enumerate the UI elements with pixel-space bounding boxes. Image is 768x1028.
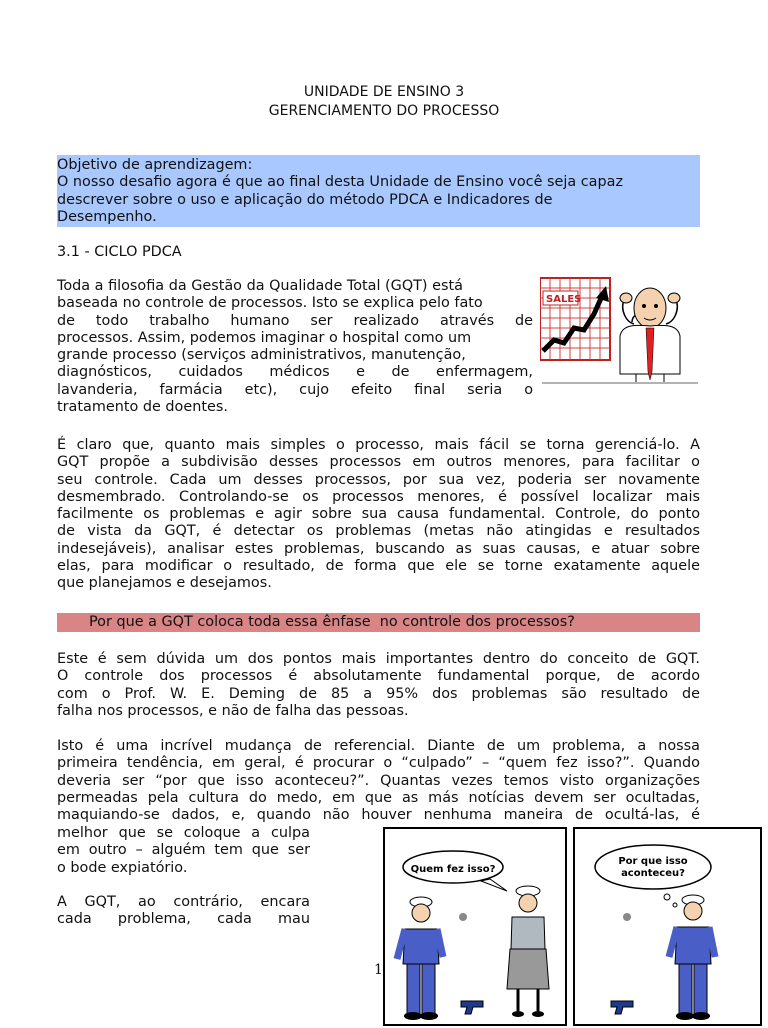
paragraph-line: elas, para modificar o resultado, de forma que ele se torne exatamente aquele <box>57 558 700 575</box>
paragraph-line: tratamento de doentes. <box>57 399 228 416</box>
comic-right-bubble-line2: aconteceu? <box>621 868 685 879</box>
paragraph-line: primeira tendência, em geral, é procurar o “culpado” – “quem fez isso?”. Quando <box>57 755 700 772</box>
paragraph-line: seu controle. Cada um desses processos, por sua vez, poderia ser novamente <box>57 471 700 488</box>
paragraph-line: O controle dos processos é absolutamente fundamental porque, de acordo <box>57 668 700 685</box>
objective-text <box>57 155 697 226</box>
paragraph-line: maquiando-se dados, e, quando não houver nenhuma maneira de ocultá-las, é <box>57 807 700 824</box>
sales-clipart <box>540 276 700 400</box>
paragraph-line: lavanderia, farmácia etc), cujo efeito final seria o <box>57 381 533 398</box>
comic-panel-left <box>383 827 567 1026</box>
paragraph-5 <box>57 894 310 929</box>
paragraph-line: de vista da GQT, é detectar os problemas (metas não atingidas e resultados <box>57 523 700 540</box>
paragraph-line: de todo trabalho humano ser realizado através de <box>57 312 533 329</box>
paragraph-3 <box>57 651 700 720</box>
objective-line: Objetivo de aprendizagem: <box>57 157 253 173</box>
officer-figure <box>507 886 549 1017</box>
section-heading: 3.1 - CICLO PDCA <box>57 244 182 260</box>
paragraph-line: permeadas pela cultura do medo, em que as más notícias devem ser ocultadas, <box>57 789 700 806</box>
paragraph-line: desmembrado. Controlando-se os processos menores, é possível localizar mais <box>57 488 700 505</box>
comic-right-bubble-line1: Por que isso <box>618 856 688 867</box>
paragraph-line: o bode expiatório. <box>57 859 188 876</box>
objective-line: descrever sobre o uso e aplicação do método PDCA e Indicadores de <box>57 191 553 208</box>
paragraph-line: É claro que, quanto mais simples o processo, mais fácil se torna gerenciá-lo. A <box>57 437 700 453</box>
paragraph-line: A GQT, ao contrário, encara <box>57 894 310 910</box>
paragraph-4-continued <box>57 825 310 877</box>
paragraph-1 <box>57 278 533 416</box>
paragraph-line: melhor que se coloque a culpa <box>57 825 310 841</box>
paragraph-line: falha nos processos, e não de falha das pessoas. <box>57 702 409 719</box>
paragraph-4 <box>57 738 700 824</box>
page-number: 1 <box>374 962 383 978</box>
objective-line: O nosso desafio agora é que ao final desta Unidade de Ensino você seja capaz <box>57 174 623 191</box>
paragraph-line: facilmente os problemas e agir sobre sua causa fundamental. Controle, do ponto <box>57 506 700 523</box>
paragraph-line: deveria ser “por que isso aconteceu?”. Quantas vezes temos visto organizações <box>57 772 700 789</box>
objective-line: Desempenho. <box>57 208 157 225</box>
sailor-figure <box>669 895 715 1020</box>
comic-left-bubble: Quem fez isso? <box>410 864 496 875</box>
paragraph-line: em outro – alguém tem que ser <box>57 842 310 859</box>
unit-title: UNIDADE DE ENSINO 3 <box>303 84 465 100</box>
comic-panel-right <box>573 827 762 1026</box>
paragraph-line: cada problema, cada mau <box>57 911 310 928</box>
paragraph-line: diagnósticos, cuidados médicos e de enfermagem, <box>57 364 533 381</box>
paragraph-2 <box>57 437 700 593</box>
question-highlight <box>57 613 700 632</box>
paragraph-line: baseada no controle de processos. Isto se explica pelo fato <box>57 295 483 312</box>
paragraph-line: que planejamos e desejamos. <box>57 575 272 592</box>
paragraph-line: processos. Assim, podemos imaginar o hospital como um <box>57 329 472 346</box>
paragraph-line: Toda a filosofia da Gestão da Qualidade Total (GQT) está <box>57 278 463 294</box>
paragraph-line: GQT propõe a subdivisão desses processos em outros menores, para facilitar o <box>57 454 700 471</box>
unit-subtitle: GERENCIAMENTO DO PROCESSO <box>268 103 500 119</box>
paragraph-line: indesejáveis), analisar estes problemas, buscando as suas causas, e atuar sobre <box>57 540 700 557</box>
paragraph-line: Isto é uma incrível mudança de referencial. Diante de um problema, a nossa <box>57 738 700 754</box>
sales-sign: SALES <box>546 294 582 305</box>
sailor-figure <box>397 897 443 1020</box>
objective-box <box>57 155 700 227</box>
highlight-question: Por que a GQT coloca toda essa ênfase no controle dos processos? <box>89 614 575 630</box>
paragraph-line: Este é sem dúvida um dos pontos mais importantes dentro do conceito de GQT. <box>57 651 700 667</box>
paragraph-line: grande processo (serviços administrativos, manutenção, <box>57 347 466 364</box>
paragraph-line: com o Prof. W. E. Deming de 85 a 95% dos problemas são resultado de <box>57 685 700 702</box>
